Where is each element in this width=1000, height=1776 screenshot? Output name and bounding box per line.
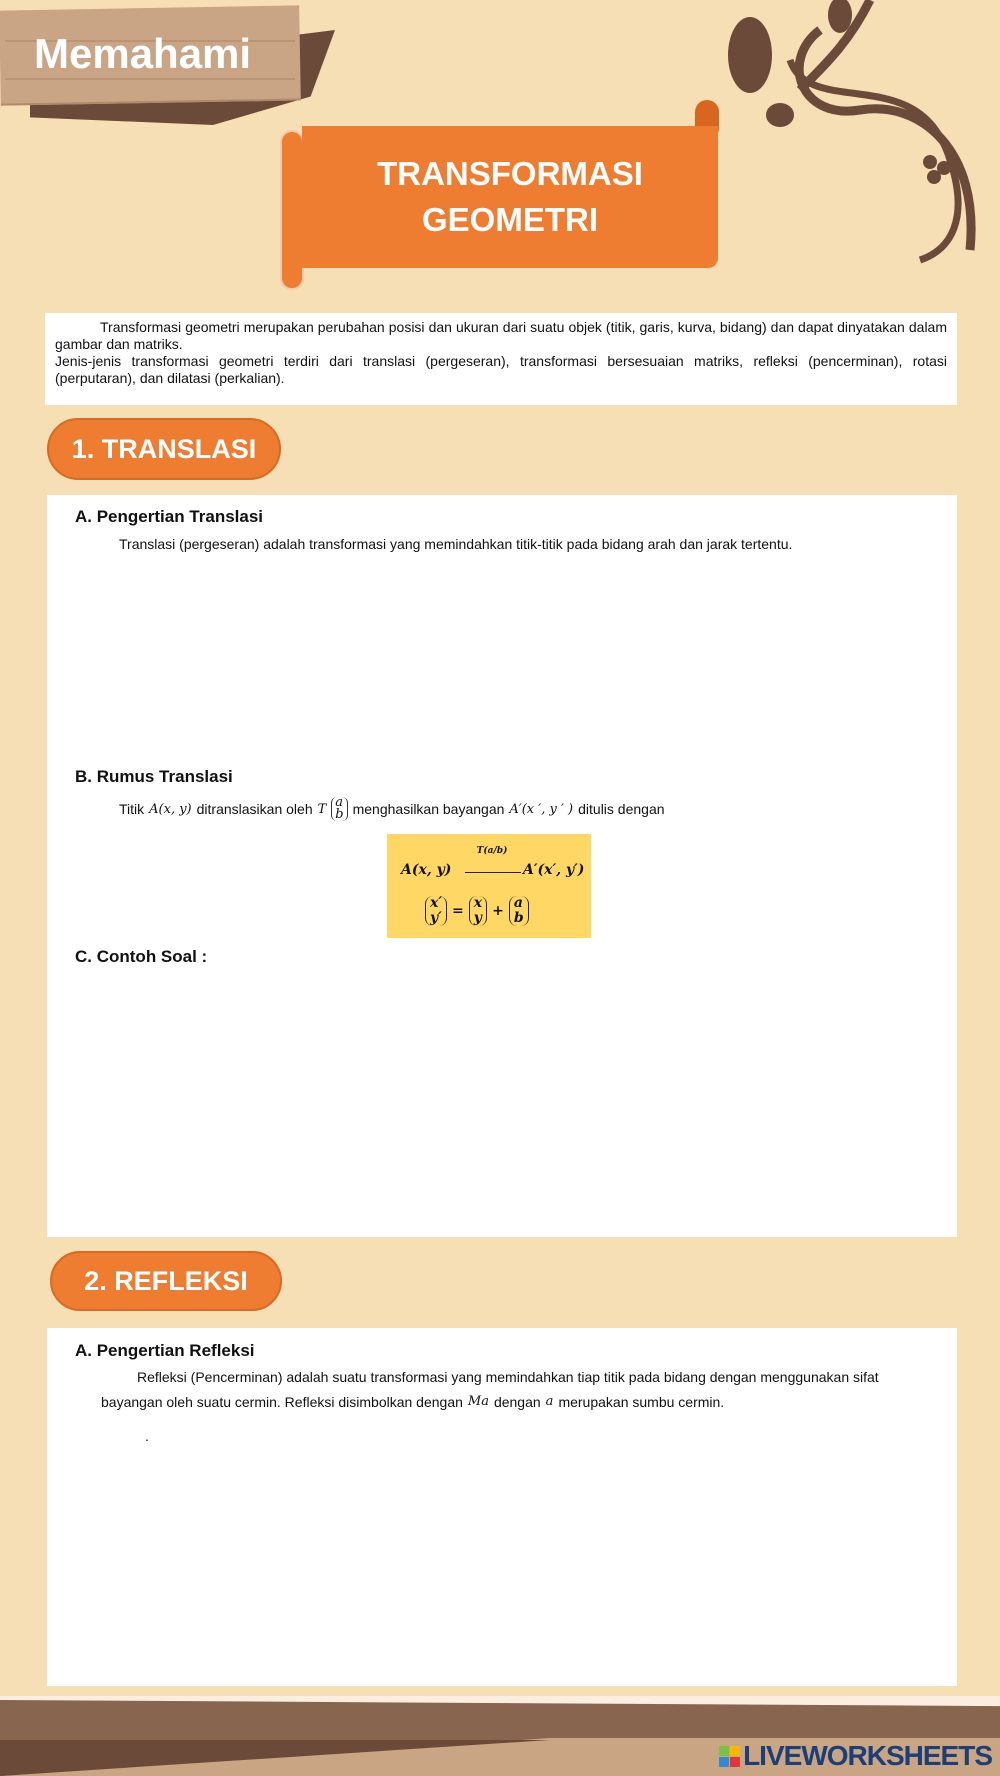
equals: = bbox=[452, 903, 464, 919]
liveworksheets-logo-icon bbox=[719, 1746, 740, 1767]
text: Titik bbox=[119, 801, 145, 817]
a: a bbox=[513, 895, 523, 911]
math: a bbox=[545, 1394, 554, 1409]
b: b bbox=[496, 846, 504, 856]
math: Ma bbox=[467, 1394, 489, 1409]
intro-box bbox=[45, 313, 957, 405]
vector bbox=[331, 797, 347, 821]
intro-paragraph-1: Transformasi geometri merupakan perubahan posisi dan ukuran dari suatu objek (titik, garis, kurva, bidang) dan dapat dinyatakan dalam gambar dan matriks. bbox=[55, 319, 947, 352]
section-translasi-heading: 1. TRANSLASI bbox=[47, 418, 281, 480]
yp: y′ bbox=[430, 910, 442, 926]
text: dengan bbox=[493, 1394, 541, 1410]
refleksi-definition-line2 bbox=[101, 1394, 724, 1410]
math: A(x, y) bbox=[149, 801, 192, 817]
arrow-icon bbox=[465, 872, 521, 873]
refleksi-definition-line1: Refleksi (Pencerminan) adalah suatu transformasi yang memindahkan tiap titik pada bidang dengan menggunakan sifat bbox=[137, 1369, 879, 1385]
title-line-1: TRANSFORMASI bbox=[377, 155, 643, 192]
formula-rhs: A′(x′, y′) bbox=[523, 862, 585, 878]
math: A′(x ′, y ′ ) bbox=[509, 801, 574, 817]
title-banner bbox=[302, 126, 718, 268]
math: T bbox=[317, 801, 327, 817]
text: bayangan oleh suatu cermin. Refleksi disimbolkan dengan bbox=[101, 1394, 463, 1410]
y: y bbox=[473, 910, 482, 926]
formula-arrow-label: T(a/b) bbox=[476, 846, 508, 856]
refleksi-a-title: A. Pengertian Refleksi bbox=[75, 1341, 255, 1360]
floral-ornament-icon bbox=[720, 0, 1000, 270]
vector-a: a bbox=[335, 795, 344, 810]
translasi-c-title: C. Contoh Soal : bbox=[75, 947, 208, 966]
header-tag: Memahami bbox=[34, 30, 252, 77]
b: b bbox=[513, 910, 524, 926]
text: menghasilkan bayangan bbox=[352, 801, 505, 817]
text: ditranslasikan oleh bbox=[196, 801, 313, 817]
a: a bbox=[487, 846, 494, 856]
brand-text: LIVEWORKSHEETS bbox=[743, 1740, 992, 1771]
plus: + bbox=[492, 903, 504, 919]
liveworksheets-logo[interactable] bbox=[719, 1740, 992, 1772]
translasi-b-title: B. Rumus Translasi bbox=[75, 767, 233, 786]
plank-line bbox=[5, 78, 295, 80]
refleksi-dot: . bbox=[145, 1428, 149, 1444]
banner-scroll-end bbox=[280, 130, 304, 290]
text: ditulis dengan bbox=[578, 801, 665, 817]
section-refleksi-heading: 2. REFLEKSI bbox=[50, 1251, 282, 1311]
translasi-a-title: A. Pengertian Translasi bbox=[75, 507, 264, 526]
formula-lhs: A(x, y) bbox=[401, 862, 452, 878]
x: x bbox=[473, 895, 483, 911]
formula-vector-equation bbox=[425, 896, 529, 926]
translasi-formula-sentence bbox=[119, 797, 665, 821]
intro-paragraph-2: Jenis-jenis transformasi geometri terdiri dari translasi (pergeseran), transformasi bersesuaian matriks, refleksi (pencerminan), rotasi (perputaran), dan dilatasi (perkalian). bbox=[55, 353, 947, 386]
vector-b: b bbox=[335, 807, 344, 822]
translation-formula-box bbox=[387, 834, 591, 938]
text: merupakan sumbu cermin. bbox=[558, 1394, 725, 1410]
translasi-definition: Translasi (pergeseran) adalah transformasi yang memindahkan titik-titik pada bidang arah dan jarak tertentu. bbox=[119, 536, 793, 552]
title-line-2: GEOMETRI bbox=[421, 201, 598, 238]
xp: x′ bbox=[430, 895, 443, 911]
t: T bbox=[476, 846, 484, 856]
